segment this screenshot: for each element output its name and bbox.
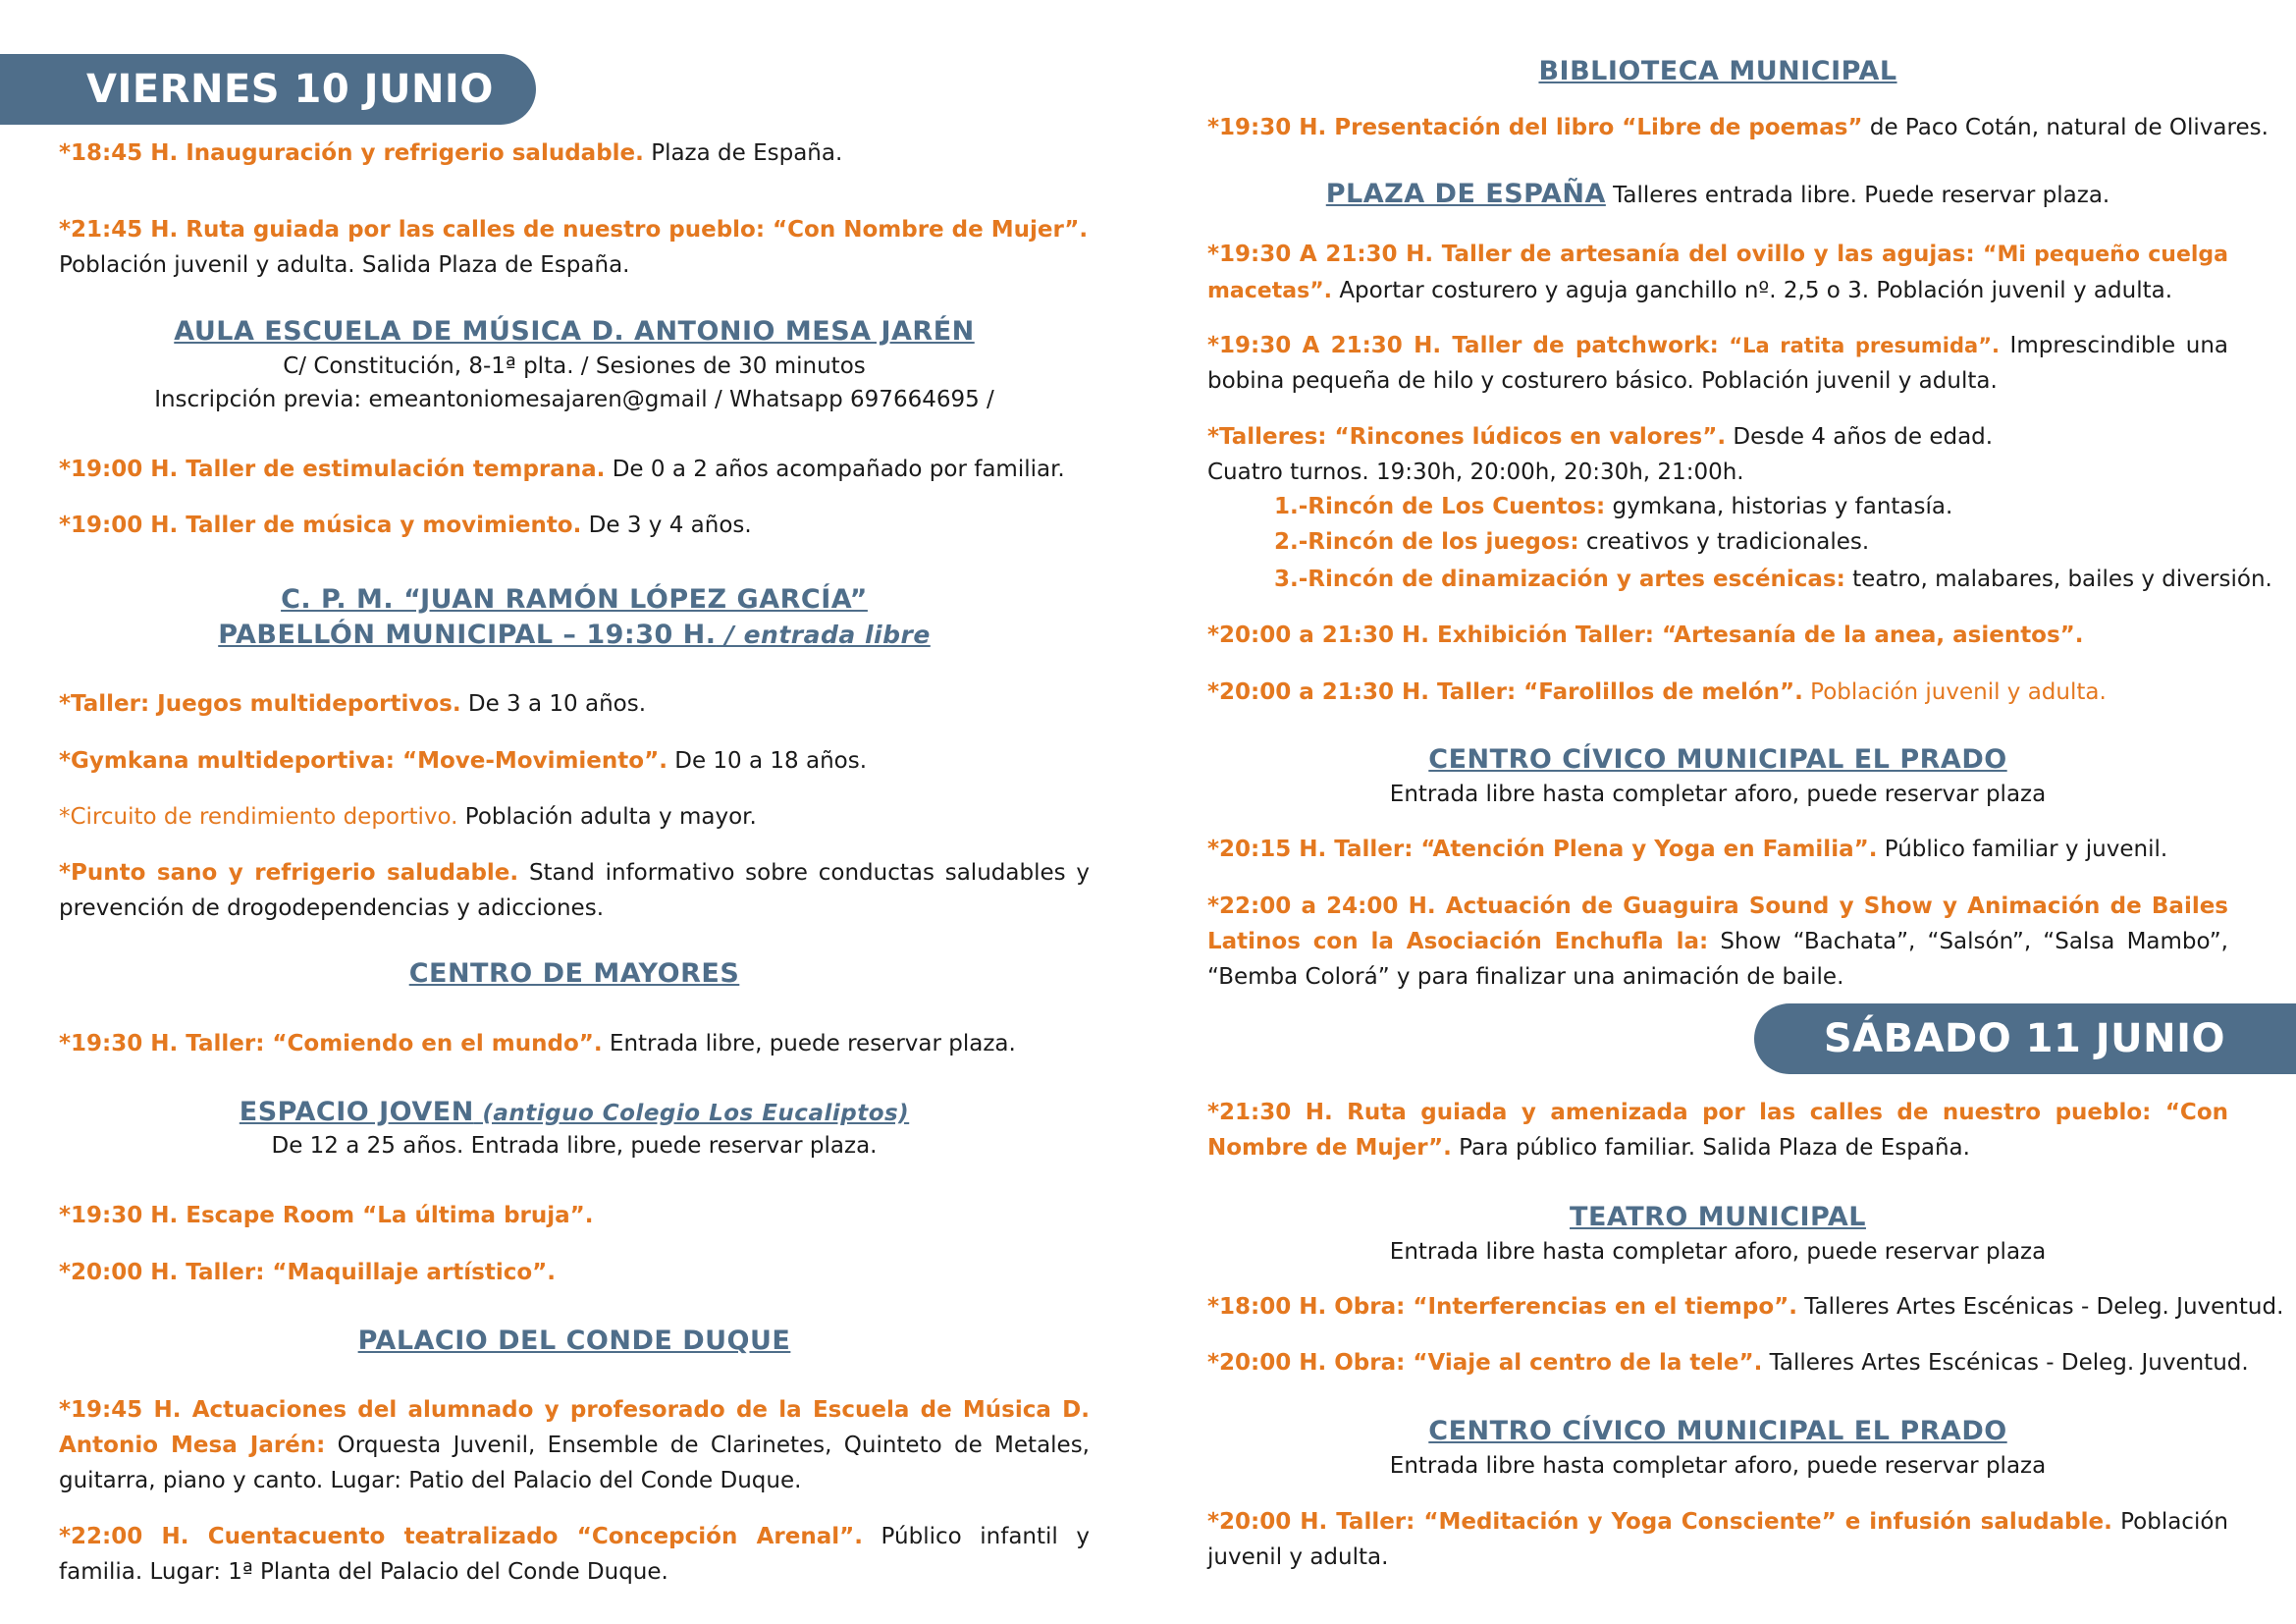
- event-title: *18:45 H. Inauguración y refrigerio saludable.: [59, 140, 644, 166]
- event-maquillaje: [59, 1255, 1090, 1290]
- event-title: *19:00 H. Taller de estimulación temprana.: [59, 457, 606, 482]
- event-title: *20:00 a 21:30 H. Taller: “Farolillos de melón”.: [1207, 679, 1803, 705]
- rincon-detail: teatro, malabares, bailes y diversión.: [1844, 567, 2272, 592]
- event-title: *19:30 A 21:30 H. Taller de artesanía del ovillo y las agujas:: [1207, 242, 1975, 267]
- venue-info-line: Inscripción previa: emeantoniomesajaren@gmail / Whatsapp 697664695 /: [154, 387, 994, 412]
- event-title-quote: “Mi pequeño cuelga macetas”.: [1207, 243, 2228, 303]
- venue-info-line: De 12 a 25 años. Entrada libre, puede reservar plaza.: [271, 1133, 878, 1159]
- rincon-detail: creativos y tradicionales.: [1578, 529, 1870, 555]
- venue-info-line: C/ Constitución, 8-1ª plta. / Sesiones de 30 minutos: [283, 353, 866, 379]
- rincon-dinamizacion: [1207, 562, 2295, 597]
- event-title: *20:00 H. Taller: “Meditación y Yoga Consciente” e infusión saludable.: [1207, 1509, 2112, 1535]
- venue-heading-pabellon: [59, 618, 1090, 653]
- venue-heading-text: PABELLÓN MUNICIPAL – 19:30 H.: [218, 620, 717, 650]
- event-comiendo-mundo: [59, 1026, 1090, 1061]
- event-taller-ovillo: [1207, 237, 2228, 309]
- event-detail: Aportar costurero y aguja ganchillo nº. 2,5 o 3. Población juvenil y adulta.: [1332, 278, 2173, 303]
- venue-info-line: Entrada libre hasta completar aforo, puede reservar plaza: [1389, 782, 2047, 807]
- event-detail: De 3 y 4 años.: [581, 513, 752, 538]
- event-detail: Stand informativo sobre conductas saludables y prevención de drogodependencias y adicciones.: [59, 860, 1090, 921]
- event-detail: Entrada libre, puede reservar plaza.: [602, 1031, 1016, 1056]
- event-title-quote: “La ratita presumida”.: [1718, 334, 2000, 357]
- venue-heading-plaza: PLAZA DE ESPAÑA: [1325, 179, 1606, 209]
- event-detail: Orquesta Juvenil, Ensemble de Clarinetes, Quinteto de Metales, guitarra, piano y canto. Lugar: Patio del Palacio del Conde Duque.: [59, 1433, 1090, 1493]
- event-detail: De 10 a 18 años.: [667, 748, 868, 774]
- event-title: *19:30 A 21:30 H. Taller de patchwork:: [1207, 333, 1719, 358]
- venue-info-line: Entrada libre hasta completar aforo, puede reservar plaza: [1389, 1239, 2047, 1265]
- venue-heading-text: ESPACIO JOVEN: [239, 1097, 474, 1127]
- rincon-juegos: [1207, 524, 2295, 560]
- event-title: *18:00 H. Obra: “Interferencias en el tiempo”.: [1207, 1294, 1797, 1320]
- event-musica-movimiento: [59, 508, 1090, 543]
- event-estimulacion: [59, 452, 1090, 487]
- rincon-cuentos: [1207, 489, 2295, 524]
- event-detail: Plaza de España.: [643, 140, 843, 166]
- event-detail: Población juvenil y adulta.: [1802, 679, 2107, 705]
- event-guaguira-sound: [1207, 889, 2228, 995]
- event-inauguracion: [59, 135, 1090, 171]
- event-title: *Circuito de rendimiento deportivo.: [59, 804, 458, 830]
- event-detail: Cuatro turnos. 19:30h, 20:00h, 20:30h, 21:00h.: [1207, 460, 1744, 485]
- event-title: *19:00 H. Taller de música y movimiento.: [59, 513, 582, 538]
- event-title: *19:30 H. Taller: “Comiendo en el mundo”.: [59, 1031, 603, 1056]
- event-detail: de Paco Cotán, natural de Olivares.: [1862, 115, 2269, 140]
- event-detail: De 0 a 2 años acompañado por familiar.: [605, 457, 1065, 482]
- event-title: *19:30 H. Presentación del libro “Libre de poemas”: [1207, 115, 1863, 140]
- event-title: *20:00 a 21:30 H. Exhibición Taller: “Artesanía de la anea, asientos”.: [1207, 623, 2084, 648]
- venue-heading-prado: CENTRO CÍVICO MUNICIPAL EL PRADO: [1428, 1416, 2007, 1446]
- event-title: *Gymkana multideportiva: “Move-Movimiento”.: [59, 748, 667, 774]
- event-title: *Taller: Juegos multideportivos.: [59, 691, 461, 717]
- event-actuaciones-escuela: [59, 1392, 1090, 1498]
- event-obra-interferencias: [1207, 1289, 2284, 1325]
- event-title: *22:00 a 24:00 H. Actuación de Guaguira Sound y Show y Animación de Bailes Latinos con la Asociación Enchufla la:: [1207, 893, 2228, 954]
- event-title: *19:45 H. Actuaciones del alumnado y profesorado de la Escuela de Música D. Antonio Mesa Jarén:: [59, 1397, 1090, 1458]
- event-title: *22:00 H. Cuentacuento teatralizado “Concepción Arenal”.: [59, 1524, 863, 1549]
- event-taller-patchwork: [1207, 328, 2228, 399]
- event-title: *21:30 H. Ruta guiada y amenizada por las calles de nuestro pueblo: “Con Nombre de Mujer”.: [1207, 1100, 2228, 1161]
- event-detail: Talleres Artes Escénicas - Deleg. Juventud.: [1762, 1350, 2249, 1376]
- rincon-title: 2.-Rincón de los juegos:: [1274, 529, 1579, 555]
- event-rincones-ludicos: [1207, 419, 2228, 490]
- venue-heading-espacio-joven: [59, 1095, 1090, 1131]
- event-cuentacuento: [59, 1519, 1090, 1590]
- venue-heading-aula-musica: AULA ESCUELA DE MÚSICA D. ANTONIO MESA JARÉN: [174, 316, 975, 347]
- rincon-title: 1.-Rincón de Los Cuentos:: [1274, 494, 1606, 519]
- event-artesania-anea: [1207, 618, 2228, 653]
- event-gymkana: [59, 743, 1090, 779]
- event-ruta-guiada: [59, 212, 1090, 283]
- venue-heading-suffix: (antiguo Colegio Los Eucaliptos): [473, 1101, 910, 1126]
- venue-heading-mayores: CENTRO DE MAYORES: [408, 958, 740, 989]
- event-title: *Talleres: “Rincones lúdicos en valores”.: [1207, 424, 1727, 450]
- event-title: *Punto sano y refrigerio saludable.: [59, 860, 519, 886]
- event-detail: Talleres Artes Escénicas - Deleg. Juventud.: [1797, 1294, 2284, 1320]
- event-meditacion-yoga: [1207, 1504, 2228, 1575]
- event-juegos-multideportivos: [59, 686, 1090, 722]
- event-escape-room: [59, 1198, 1090, 1233]
- event-circuito: [59, 799, 1090, 835]
- event-atencion-plena: [1207, 832, 2228, 867]
- event-detail: Población adulta y mayor.: [457, 804, 757, 830]
- event-detail: Show “Bachata”, “Salsón”, “Salsa Mambo”, “Bemba Colorá” y para finalizar una animación de baile.: [1207, 929, 2228, 990]
- venue-heading-palacio: PALACIO DEL CONDE DUQUE: [357, 1326, 791, 1356]
- event-title: *20:00 H. Obra: “Viaje al centro de la tele”.: [1207, 1350, 1763, 1376]
- event-ruta-amenizada: [1207, 1095, 2228, 1165]
- venue-heading-suffix: / entrada libre: [716, 621, 931, 649]
- venue-info-line: Entrada libre hasta completar aforo, puede reservar plaza: [1389, 1453, 2047, 1479]
- event-punto-sano: [59, 855, 1090, 926]
- date-banner-sabado: SÁBADO 11 JUNIO: [1754, 1003, 2296, 1074]
- venue-heading-cpm: C. P. M. “JUAN RAMÓN LÓPEZ GARCÍA”: [281, 584, 868, 615]
- event-detail: Público familiar y juvenil.: [1877, 837, 2168, 862]
- rincon-title: 3.-Rincón de dinamización y artes escénicas:: [1274, 567, 1845, 592]
- event-detail: Población juvenil y adulta.: [1207, 1509, 2228, 1570]
- event-presentacion-libro: [1207, 110, 2269, 145]
- event-obra-viaje: [1207, 1345, 2249, 1380]
- event-detail: Para público familiar. Salida Plaza de España.: [1451, 1135, 1970, 1161]
- event-title: *21:45 H. Ruta guiada por las calles de nuestro pueblo: “Con Nombre de Mujer”.: [59, 217, 1089, 243]
- event-detail: Desde 4 años de edad.: [1726, 424, 1994, 450]
- event-detail: Población juvenil y adulta. Salida Plaza de España.: [59, 252, 630, 278]
- rincon-detail: gymkana, historias y fantasía.: [1605, 494, 1953, 519]
- venue-heading-teatro: TEATRO MUNICIPAL: [1570, 1202, 1866, 1232]
- event-title: *20:15 H. Taller: “Atención Plena y Yoga en Familia”.: [1207, 837, 1878, 862]
- event-title: *19:30 H. Escape Room “La última bruja”.: [59, 1203, 594, 1228]
- date-banner-viernes: VIERNES 10 JUNIO: [0, 54, 536, 125]
- event-title: *20:00 H. Taller: “Maquillaje artístico”.: [59, 1260, 557, 1285]
- venue-info-line: Talleres entrada libre. Puede reservar plaza.: [1605, 183, 2110, 208]
- venue-plaza-espana: [1207, 178, 2228, 212]
- venue-heading-prado: CENTRO CÍVICO MUNICIPAL EL PRADO: [1428, 744, 2007, 775]
- venue-heading-biblioteca: BIBLIOTECA MUNICIPAL: [1538, 56, 1897, 86]
- event-detail: De 3 a 10 años.: [460, 691, 647, 717]
- event-detail: Público infantil y familia. Lugar: 1ª Planta del Palacio del Conde Duque.: [59, 1524, 1090, 1585]
- event-detail: Imprescindible una bobina pequeña de hilo y costurero básico. Población juvenil y adulta.: [1207, 333, 2228, 394]
- event-farolillos: [1207, 675, 2228, 710]
